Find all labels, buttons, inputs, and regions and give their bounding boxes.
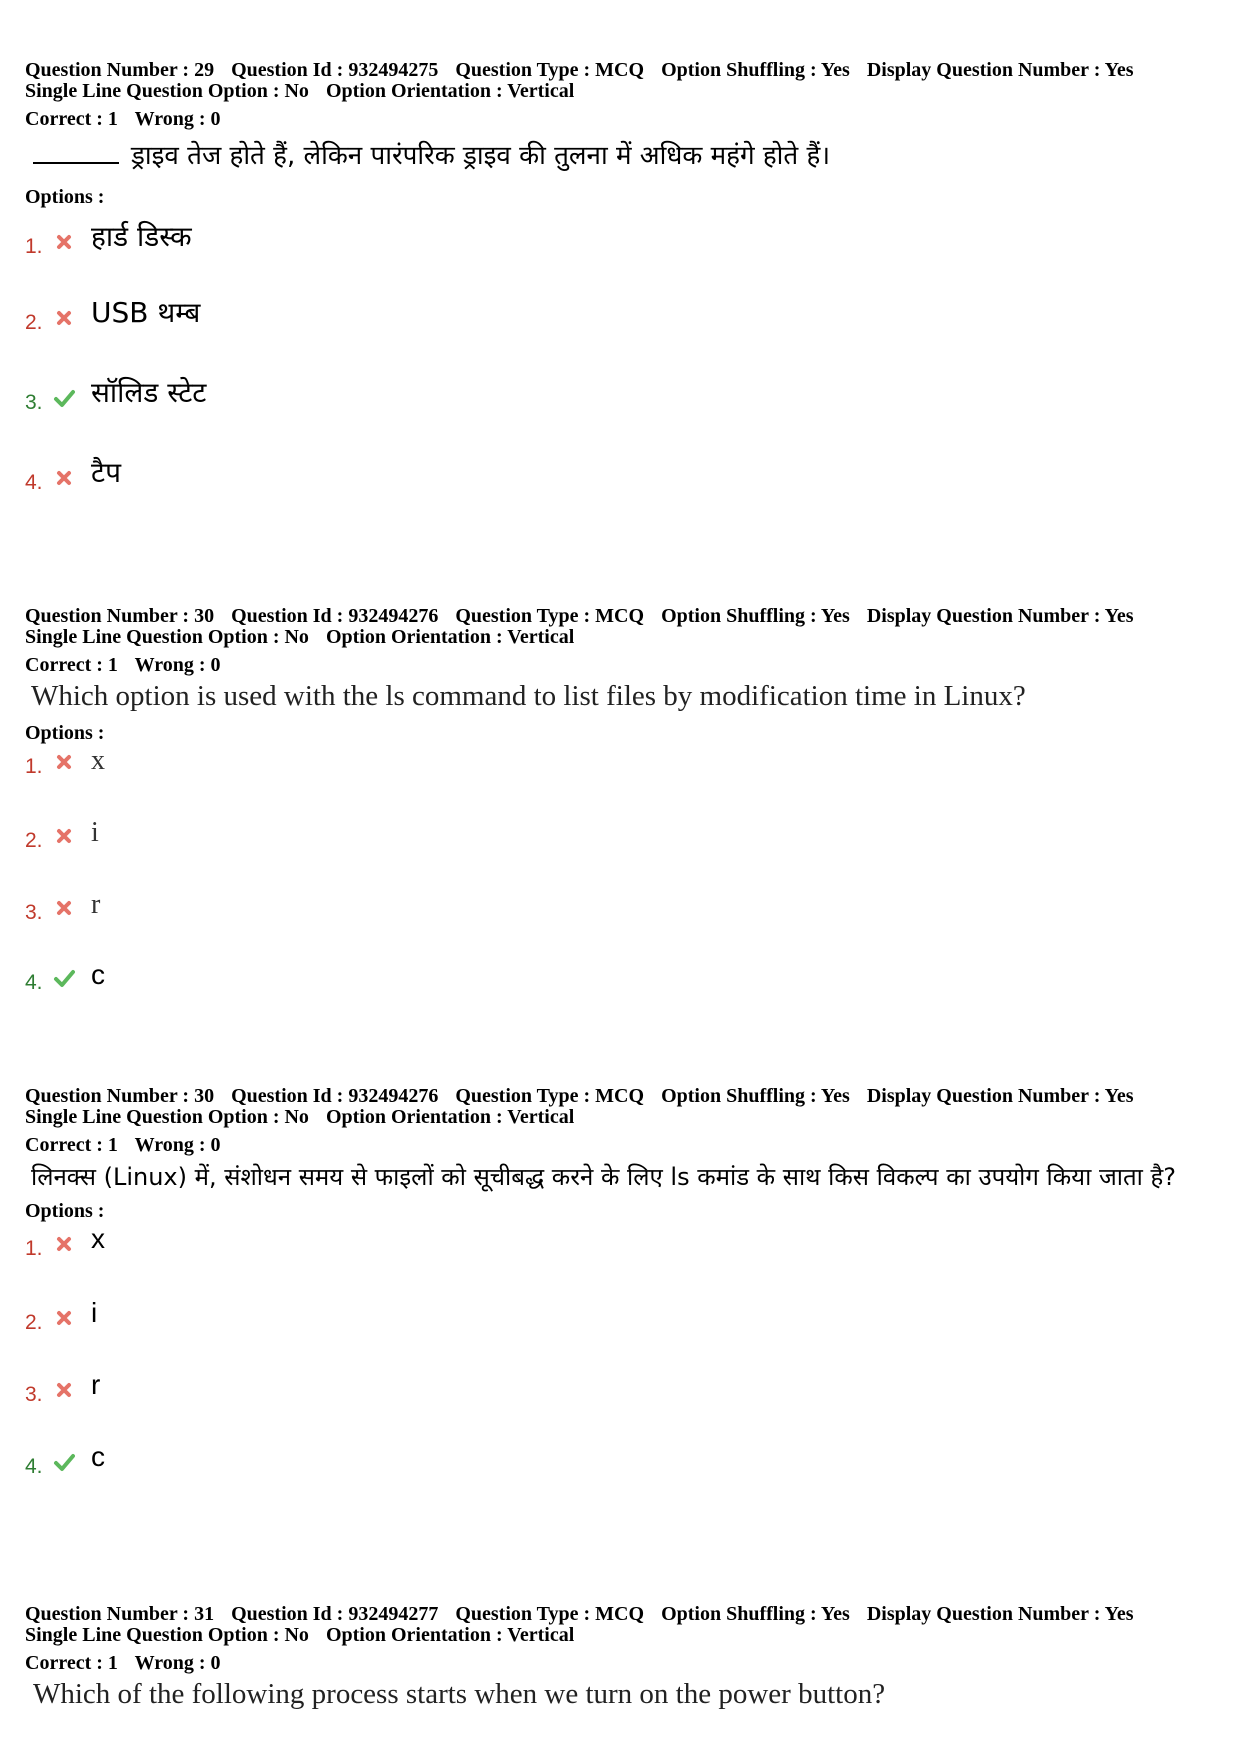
- wrong-marks: Wrong : 0: [134, 1134, 221, 1156]
- wrong-marks: Wrong : 0: [134, 1652, 221, 1674]
- option-text: r: [91, 1369, 101, 1400]
- cross-icon: [53, 897, 75, 919]
- question-number: Question Number : 29: [25, 59, 215, 81]
- cross-icon: [53, 1307, 75, 1329]
- cross-icon: [53, 1379, 75, 1401]
- option-orientation: Option Orientation : Vertical: [325, 1106, 575, 1128]
- question-text: ड्राइव तेज होते हैं, लेकिन पारंपरिक ड्राइव की तुलना में अधिक महंगे होते हैं।: [33, 138, 1215, 174]
- correct-marks: Correct : 1: [25, 1652, 118, 1674]
- option-3: [25, 1369, 1215, 1441]
- options-list: [25, 213, 1215, 519]
- cross-icon: [53, 467, 75, 489]
- option-text: r: [91, 889, 101, 920]
- question-text: Which option is used with the ls command to list files by modification time in Linux?: [31, 680, 1026, 712]
- display-question-number: Display Question Number : Yes: [866, 1085, 1134, 1107]
- option-1: [25, 745, 1215, 817]
- correct-marks: Correct : 1: [25, 654, 118, 676]
- marks-line: [25, 108, 1215, 130]
- option-text: सॉलिड स्टेट: [91, 376, 207, 409]
- cross-icon: [53, 1233, 75, 1255]
- option-3: [25, 369, 1215, 449]
- cross-icon: [53, 825, 75, 847]
- marks-line: [25, 1652, 1215, 1674]
- option-number: 2.: [25, 1311, 43, 1334]
- question-meta: [25, 1604, 1215, 1646]
- option-orientation: Option Orientation : Vertical: [325, 80, 575, 102]
- fill-blank: [33, 162, 119, 164]
- option-shuffling: Option Shuffling : Yes: [661, 1085, 850, 1107]
- option-number: 3.: [25, 901, 43, 924]
- question-id: Question Id : 932494275: [231, 59, 439, 81]
- options-list: [25, 745, 1215, 1029]
- option-number: 1.: [25, 1237, 43, 1260]
- option-number: 4.: [25, 971, 43, 994]
- option-text: c: [91, 959, 105, 990]
- display-question-number: Display Question Number : Yes: [866, 605, 1134, 627]
- option-2: [25, 1297, 1215, 1369]
- question-number: Question Number : 30: [25, 1085, 215, 1107]
- question-meta: [25, 606, 1215, 648]
- cross-icon: [53, 231, 75, 253]
- option-shuffling: Option Shuffling : Yes: [661, 59, 850, 81]
- question-type: Question Type : MCQ: [455, 605, 645, 627]
- option-orientation: Option Orientation : Vertical: [325, 1624, 575, 1646]
- single-line-option: Single Line Question Option : No: [25, 1624, 309, 1646]
- option-text: हार्ड डिस्क: [91, 220, 192, 253]
- option-number: 1.: [25, 235, 43, 258]
- wrong-marks: Wrong : 0: [134, 654, 221, 676]
- option-number: 1.: [25, 755, 43, 778]
- check-icon: [53, 967, 75, 989]
- option-number: 2.: [25, 311, 43, 334]
- option-number: 4.: [25, 1455, 43, 1478]
- option-4: [25, 959, 1215, 1029]
- option-number: 3.: [25, 391, 43, 414]
- option-text: i: [91, 1297, 98, 1328]
- options-label: Options :: [25, 186, 105, 208]
- option-number: 3.: [25, 1383, 43, 1406]
- option-text: i: [91, 817, 99, 848]
- question-id: Question Id : 932494277: [231, 1603, 439, 1625]
- option-1: [25, 213, 1215, 289]
- wrong-marks: Wrong : 0: [134, 108, 221, 130]
- check-icon: [53, 1451, 75, 1473]
- display-question-number: Display Question Number : Yes: [866, 59, 1134, 81]
- marks-line: [25, 654, 1215, 676]
- option-number: 4.: [25, 471, 43, 494]
- option-text: x: [91, 1223, 105, 1254]
- cross-icon: [53, 751, 75, 773]
- option-2: [25, 817, 1215, 889]
- question-block-31: [25, 1604, 1215, 1712]
- question-number: Question Number : 31: [25, 1603, 215, 1625]
- option-orientation: Option Orientation : Vertical: [325, 626, 575, 648]
- option-4: [25, 449, 1215, 519]
- option-text: c: [91, 1441, 105, 1472]
- check-icon: [53, 387, 75, 409]
- question-type: Question Type : MCQ: [455, 1603, 645, 1625]
- option-number: 2.: [25, 829, 43, 852]
- question-block-29: [25, 60, 1215, 519]
- correct-marks: Correct : 1: [25, 108, 118, 130]
- single-line-option: Single Line Question Option : No: [25, 80, 309, 102]
- option-2: [25, 289, 1215, 369]
- single-line-option: Single Line Question Option : No: [25, 626, 309, 648]
- question-text: लिनक्स (Linux) में, संशोधन समय से फाइलों को सूचीबद्ध करने के लिए ls कमांड के साथ किस विकल्प का उपयोग किया जाता है?: [31, 1163, 1176, 1191]
- display-question-number: Display Question Number : Yes: [866, 1603, 1134, 1625]
- option-shuffling: Option Shuffling : Yes: [661, 1603, 850, 1625]
- marks-line: [25, 1134, 1215, 1156]
- question-id: Question Id : 932494276: [231, 1085, 439, 1107]
- cross-icon: [53, 307, 75, 329]
- option-4: [25, 1441, 1215, 1511]
- question-meta: [25, 1086, 1215, 1128]
- question-id: Question Id : 932494276: [231, 605, 439, 627]
- option-text: टैप: [91, 456, 122, 489]
- question-type: Question Type : MCQ: [455, 59, 645, 81]
- option-text: x: [91, 745, 105, 776]
- question-block-30-hi: [25, 1086, 1215, 1511]
- option-text: USB थम्ब: [91, 296, 201, 329]
- options-label: Options :: [25, 722, 105, 744]
- question-meta: [25, 60, 1215, 102]
- option-1: [25, 1223, 1215, 1297]
- option-3: [25, 889, 1215, 959]
- question-number: Question Number : 30: [25, 605, 215, 627]
- options-list: [25, 1223, 1215, 1511]
- question-text: Which of the following process starts when we turn on the power button?: [33, 1678, 886, 1710]
- single-line-option: Single Line Question Option : No: [25, 1106, 309, 1128]
- question-type: Question Type : MCQ: [455, 1085, 645, 1107]
- question-block-30-en: [25, 606, 1215, 1029]
- options-label: Options :: [25, 1200, 105, 1222]
- option-shuffling: Option Shuffling : Yes: [661, 605, 850, 627]
- correct-marks: Correct : 1: [25, 1134, 118, 1156]
